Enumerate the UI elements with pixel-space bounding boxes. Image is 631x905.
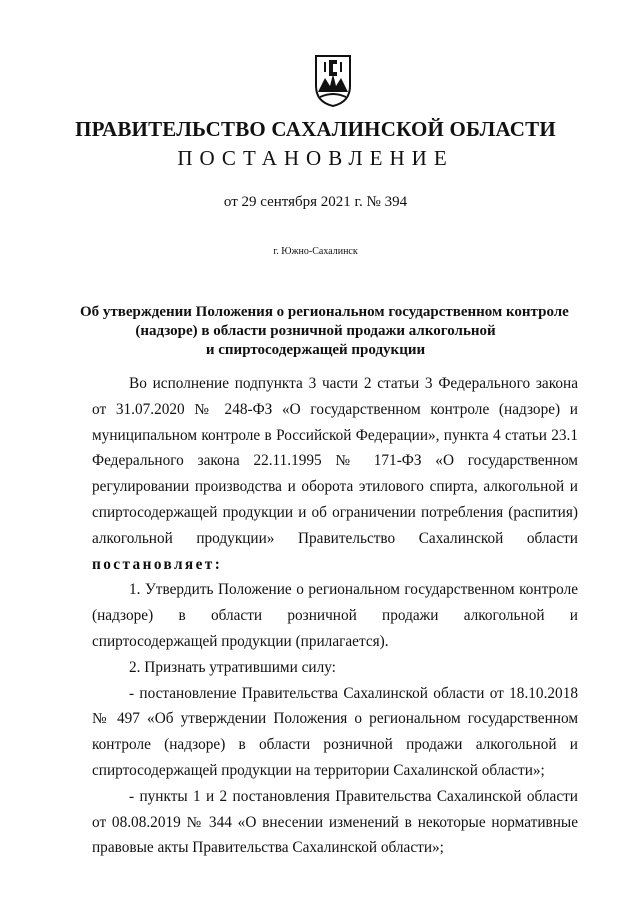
organization-name: ПРАВИТЕЛЬСТВО САХАЛИНСКОЙ ОБЛАСТИ [75,117,556,141]
title-line: (надзоре) в области розничной продажи алкогольной [135,323,496,339]
preamble-text: Во исполнение подпункта 3 части 2 статьи 3 Федерального закона от 31.07.2020 № 248-ФЗ «О государственном контроле (надзоре) и муниципальном контроле в Российской Федерации», пункта 4 статьи 23.1 Федерального закона 22.11.1995 № 171-ФЗ «О государственном регулировании производства и оборота этилового спирта, алкогольной и спиртосодержащей продукции и об ограничении потребления (распития) алкогольной продукции» Правительство Сахалинской области [92,375,578,547]
title-line: Об утверждении Положения о региональном государственном контроле [80,304,569,320]
document-date-number: от 29 сентября 2021 г. № 394 [223,194,408,210]
title-line: и спиртосодержащей продукции [205,342,426,358]
preamble-paragraph [92,371,578,577]
item-1-paragraph: 1. Утвердить Положение о региональном государственном контроле (надзоре) в области розничной продажи алкогольной и спиртосодержащей продукции (прилагается). [92,581,578,650]
item-2-sub-1-paragraph: - постановление Правительства Сахалинской области от 18.10.2018 № 497 «Об утверждении Положения о региональном государственном контроле (надзоре) в области розничной продажи алкогольной и спиртосодержащей продукции на территории Сахалинской области»; [92,684,578,779]
document-city: г. Южно-Сахалинск [273,246,358,257]
document-title [80,303,569,360]
coat-of-arms-icon [310,52,356,108]
item-2-sub-2-paragraph: - пункты 1 и 2 постановления Правительства Сахалинской области от 08.08.2019 № 344 «О внесении изменений в некоторые нормативные правовые акты Правительства Сахалинской области»; [92,787,578,857]
document-type: ПОСТАНОВЛЕНИЕ [177,146,454,170]
item-2-paragraph: 2. Признать утратившими силу: [129,658,336,676]
preamble-verb: постановляет: [92,555,223,573]
document-body [92,371,578,861]
